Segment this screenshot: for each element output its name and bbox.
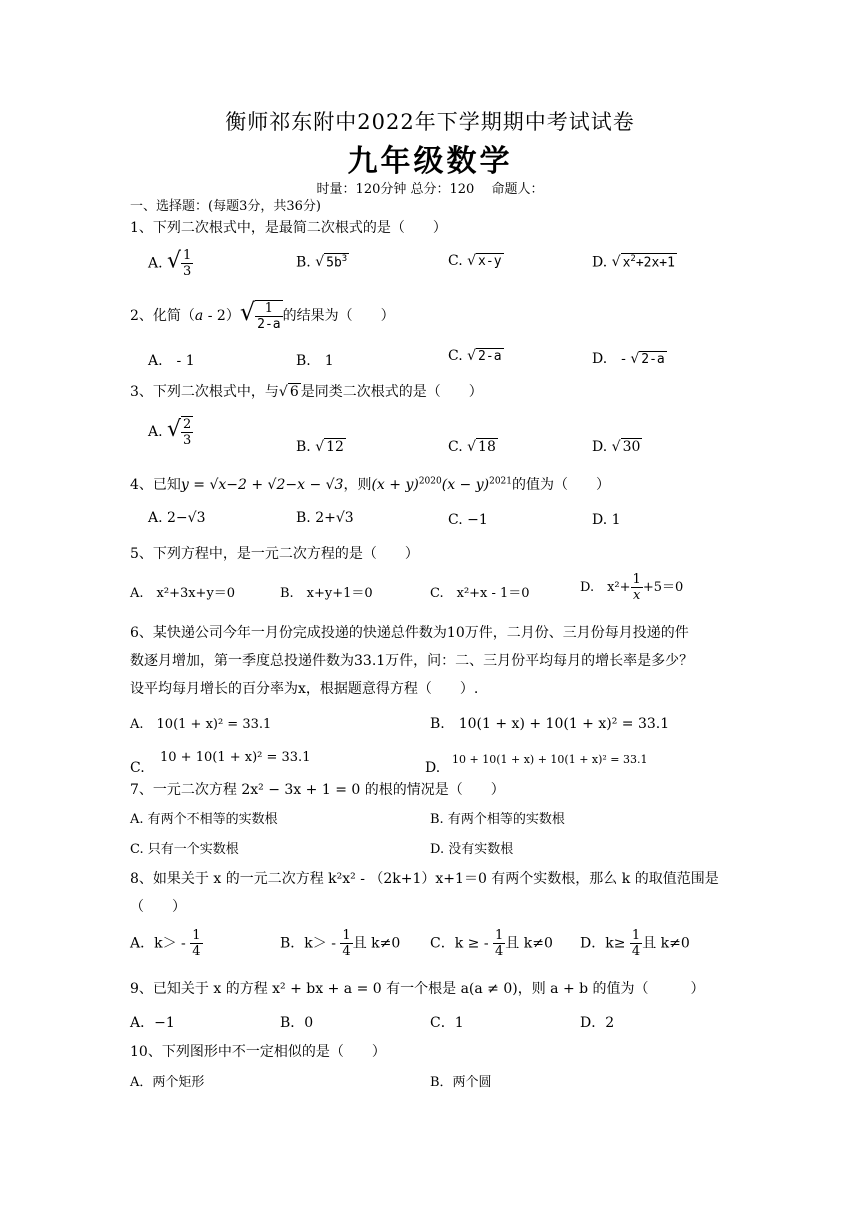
- q7-option-c: C. 只有一个实数根: [130, 842, 239, 857]
- question-5-stem: 5、下列方程中，是一元二次方程的是（ ）: [130, 546, 419, 562]
- option-a-value: 2−√3: [167, 510, 206, 526]
- q1-option-a: A. √ $\frac{1}{3}$: [148, 248, 192, 279]
- option-prefix: C．k ≥ -: [430, 935, 489, 952]
- option-b-value: 5b: [326, 255, 342, 271]
- option-label: B.: [296, 439, 311, 455]
- variable-a: a: [194, 308, 204, 324]
- stem-suffix: 的结果为（ ）: [282, 308, 395, 324]
- option-prefix: A．k＞ -: [130, 935, 186, 952]
- option-c-value: 2-a: [478, 349, 502, 364]
- q7-option-a: A. 有两个不相等的实数根: [130, 812, 278, 827]
- question-8-line-1: 8、如果关于 x 的一元二次方程 k²x² - （2k+1）x+1＝0 有两个实数根，那么 k 的取值范围是: [130, 871, 719, 887]
- sqrt-symbol: [467, 253, 476, 269]
- question-1-stem: 1、下列二次根式中，是最简二次根式的是（ ）: [130, 220, 447, 236]
- q1-option-b: [296, 253, 349, 270]
- stem-prefix: 4、已知: [130, 477, 181, 493]
- q1-option-c: [448, 253, 504, 269]
- expression-sum: (x + y): [371, 477, 419, 493]
- option-label: B.: [296, 510, 311, 526]
- q3-option-d: [592, 438, 642, 455]
- question-6-line-3: 设平均每月增长的百分率为x，根据题意得方程（ ）.: [130, 681, 479, 697]
- question-2-stem: [130, 298, 395, 332]
- option-label: C.: [448, 253, 463, 269]
- option-d-tail: +2x+1: [635, 255, 675, 271]
- q3-option-a: [148, 416, 193, 448]
- sqrt-symbol: [315, 439, 324, 455]
- option-label: C.: [448, 348, 463, 364]
- q7-option-d: D. 没有实数根: [430, 842, 514, 857]
- exam-title: 衡师祁东附中2022年下学期期中考试试卷: [225, 110, 635, 134]
- q6-option-c-label: C.: [130, 760, 145, 776]
- option-b-value: 12: [326, 439, 344, 455]
- option-label: B.: [296, 254, 311, 271]
- option-d-value: 2-a: [641, 352, 665, 367]
- sqrt-symbol: [630, 351, 639, 367]
- option-label: C.: [448, 439, 463, 455]
- stem-suffix: 的值为（ ）: [512, 477, 610, 493]
- sqrt-symbol: [612, 254, 621, 270]
- q8-option-d: [580, 928, 690, 959]
- option-suffix: 且 k≠0: [505, 935, 553, 952]
- question-8-line-2: （ ）: [130, 899, 186, 915]
- q8-option-a: [130, 928, 203, 959]
- sqrt-symbol: √: [167, 417, 182, 442]
- option-c-value: x-y: [478, 254, 502, 269]
- stem-middle: ，则: [343, 477, 372, 493]
- exponent: 2021: [489, 476, 512, 487]
- q8-option-b: [280, 928, 400, 959]
- fraction-numerator: 1: [495, 928, 504, 943]
- q6-option-c: 10 + 10(1 + x)² = 33.1: [160, 750, 311, 765]
- q6-option-b: B. 10(1 + x) + 10(1 + x)² = 33.1: [430, 716, 670, 732]
- sqrt-symbol: [315, 254, 324, 270]
- sqrt-symbol: [279, 384, 288, 400]
- q4-option-a: [148, 510, 205, 526]
- exam-meta: 时量：120分钟 总分：120 命题人：: [316, 182, 544, 197]
- option-label: A.: [148, 424, 163, 440]
- option-suffix: 且 k≠0: [352, 935, 401, 952]
- option-label: D.: [592, 439, 608, 455]
- option-d-base: x: [622, 255, 631, 271]
- question-7-stem: 7、一元二次方程 2x² − 3x + 1 = 0 的根的情况是（ ）: [130, 782, 505, 798]
- equation: y = √x−2 + √2−x − √3: [180, 477, 344, 493]
- sqrt-symbol: [612, 439, 621, 455]
- exponent: 2: [630, 254, 636, 264]
- q10-option-b: B．两个圆: [430, 1075, 492, 1090]
- option-label: D.: [592, 254, 608, 271]
- option-label: D. -: [592, 351, 626, 367]
- q5-option-c: C. x²+x - 1＝0: [430, 586, 530, 601]
- q4-option-c: [448, 512, 488, 528]
- q4-option-d: [592, 512, 621, 528]
- question-9-stem: 9、已知关于 x 的方程 x² + bx + a = 0 有一个根是 a(a ≠ 0)，则 a + b 的值为（ ）: [130, 981, 705, 997]
- option-b-value: 2+√3: [315, 510, 354, 526]
- stem-prefix: 3、下列二次根式中，与: [130, 384, 279, 400]
- option-c-value: 18: [478, 439, 496, 455]
- q1-option-d: [592, 253, 677, 270]
- option-label: A.: [148, 510, 163, 526]
- fraction-denominator: 2-a: [257, 317, 281, 332]
- q6-option-d: 10 + 10(1 + x) + 10(1 + x)² = 33.1: [452, 753, 648, 766]
- question-3-stem: [130, 381, 483, 401]
- stem-middle: - 2）: [203, 308, 240, 324]
- radicand: 6: [289, 384, 299, 400]
- q10-option-a: A．两个矩形: [130, 1075, 205, 1090]
- fraction-denominator: 4: [631, 944, 641, 959]
- question-6-line-2: 数逐月增加，第一季度总投递件数为33.1万件，问：二、三月份平均每月的增长率是多少？: [130, 653, 694, 669]
- expression-diff: (x − y): [441, 477, 490, 493]
- sqrt-symbol: [467, 348, 476, 364]
- fraction-denominator: 3: [183, 433, 192, 448]
- option-prefix: D. x²+: [580, 580, 631, 595]
- q5-option-a: A. x²+3x+y＝0: [130, 586, 236, 601]
- exponent: 2020: [418, 476, 442, 487]
- stem-suffix: 是同类二次根式的是（ ）: [300, 384, 483, 400]
- option-label: A.: [148, 255, 163, 272]
- option-d-value: 1: [611, 512, 621, 528]
- fraction-denominator: 4: [192, 944, 201, 959]
- q2-option-b: B. 1: [296, 353, 334, 369]
- sqrt-symbol: √: [239, 298, 256, 326]
- q9-option-c: C．1: [430, 1015, 464, 1031]
- fraction-denominator: 4: [495, 944, 504, 959]
- option-prefix: B．k＞ -: [280, 935, 336, 952]
- q5-option-d: [580, 572, 683, 603]
- q6-option-d-label: D.: [425, 760, 441, 776]
- fraction-numerator: 1: [192, 928, 201, 943]
- option-label: C.: [448, 512, 463, 528]
- stem-prefix: 2、化简（: [130, 308, 195, 324]
- option-suffix: +5＝0: [642, 580, 684, 595]
- q3-option-b: [296, 438, 346, 455]
- fraction-numerator: 1: [631, 928, 641, 943]
- q2-option-c: [448, 348, 504, 364]
- option-suffix: 且 k≠0: [642, 935, 690, 952]
- exponent: 3: [341, 254, 348, 264]
- q2-option-d: [592, 348, 667, 368]
- option-prefix: D．k≥: [580, 935, 626, 952]
- option-c-value: −1: [467, 512, 488, 528]
- question-4-stem: [130, 474, 610, 494]
- fraction-denominator: x: [633, 588, 641, 603]
- q5-option-b: B. x+y+1＝0: [280, 586, 373, 601]
- option-d-value: 30: [622, 439, 641, 455]
- q9-option-a: A．−1: [130, 1015, 175, 1031]
- fraction-numerator: 1: [255, 301, 282, 317]
- q2-option-a: A. - 1: [148, 353, 195, 369]
- fraction-denominator: 4: [342, 944, 351, 959]
- q9-option-b: B．0: [280, 1015, 314, 1031]
- sqrt-symbol: [467, 439, 476, 455]
- q4-option-b: [296, 510, 354, 526]
- q6-option-a: A. 10(1 + x)² = 33.1: [130, 717, 272, 732]
- q7-option-b: B. 有两个相等的实数根: [430, 812, 565, 827]
- fraction-numerator: 2: [183, 417, 192, 432]
- q3-option-c: [448, 438, 498, 455]
- question-6-line-1: 6、某快递公司今年一月份完成投递的快递总件数为10万件，二月份、三月份每月投递的件: [130, 625, 689, 641]
- subject-title: 九年级数学: [347, 144, 513, 179]
- q9-option-d: D．2: [580, 1015, 615, 1031]
- fraction-numerator: 1: [632, 572, 641, 587]
- q8-option-c: [430, 928, 553, 959]
- option-label: D.: [592, 512, 608, 528]
- question-10-stem: 10、下列图形中不一定相似的是（ ）: [130, 1044, 386, 1060]
- fraction-numerator: 1: [342, 928, 351, 943]
- section-heading: 一、选择题：(每题3分，共36分): [130, 199, 321, 214]
- sqrt-symbol: √: [167, 248, 182, 274]
